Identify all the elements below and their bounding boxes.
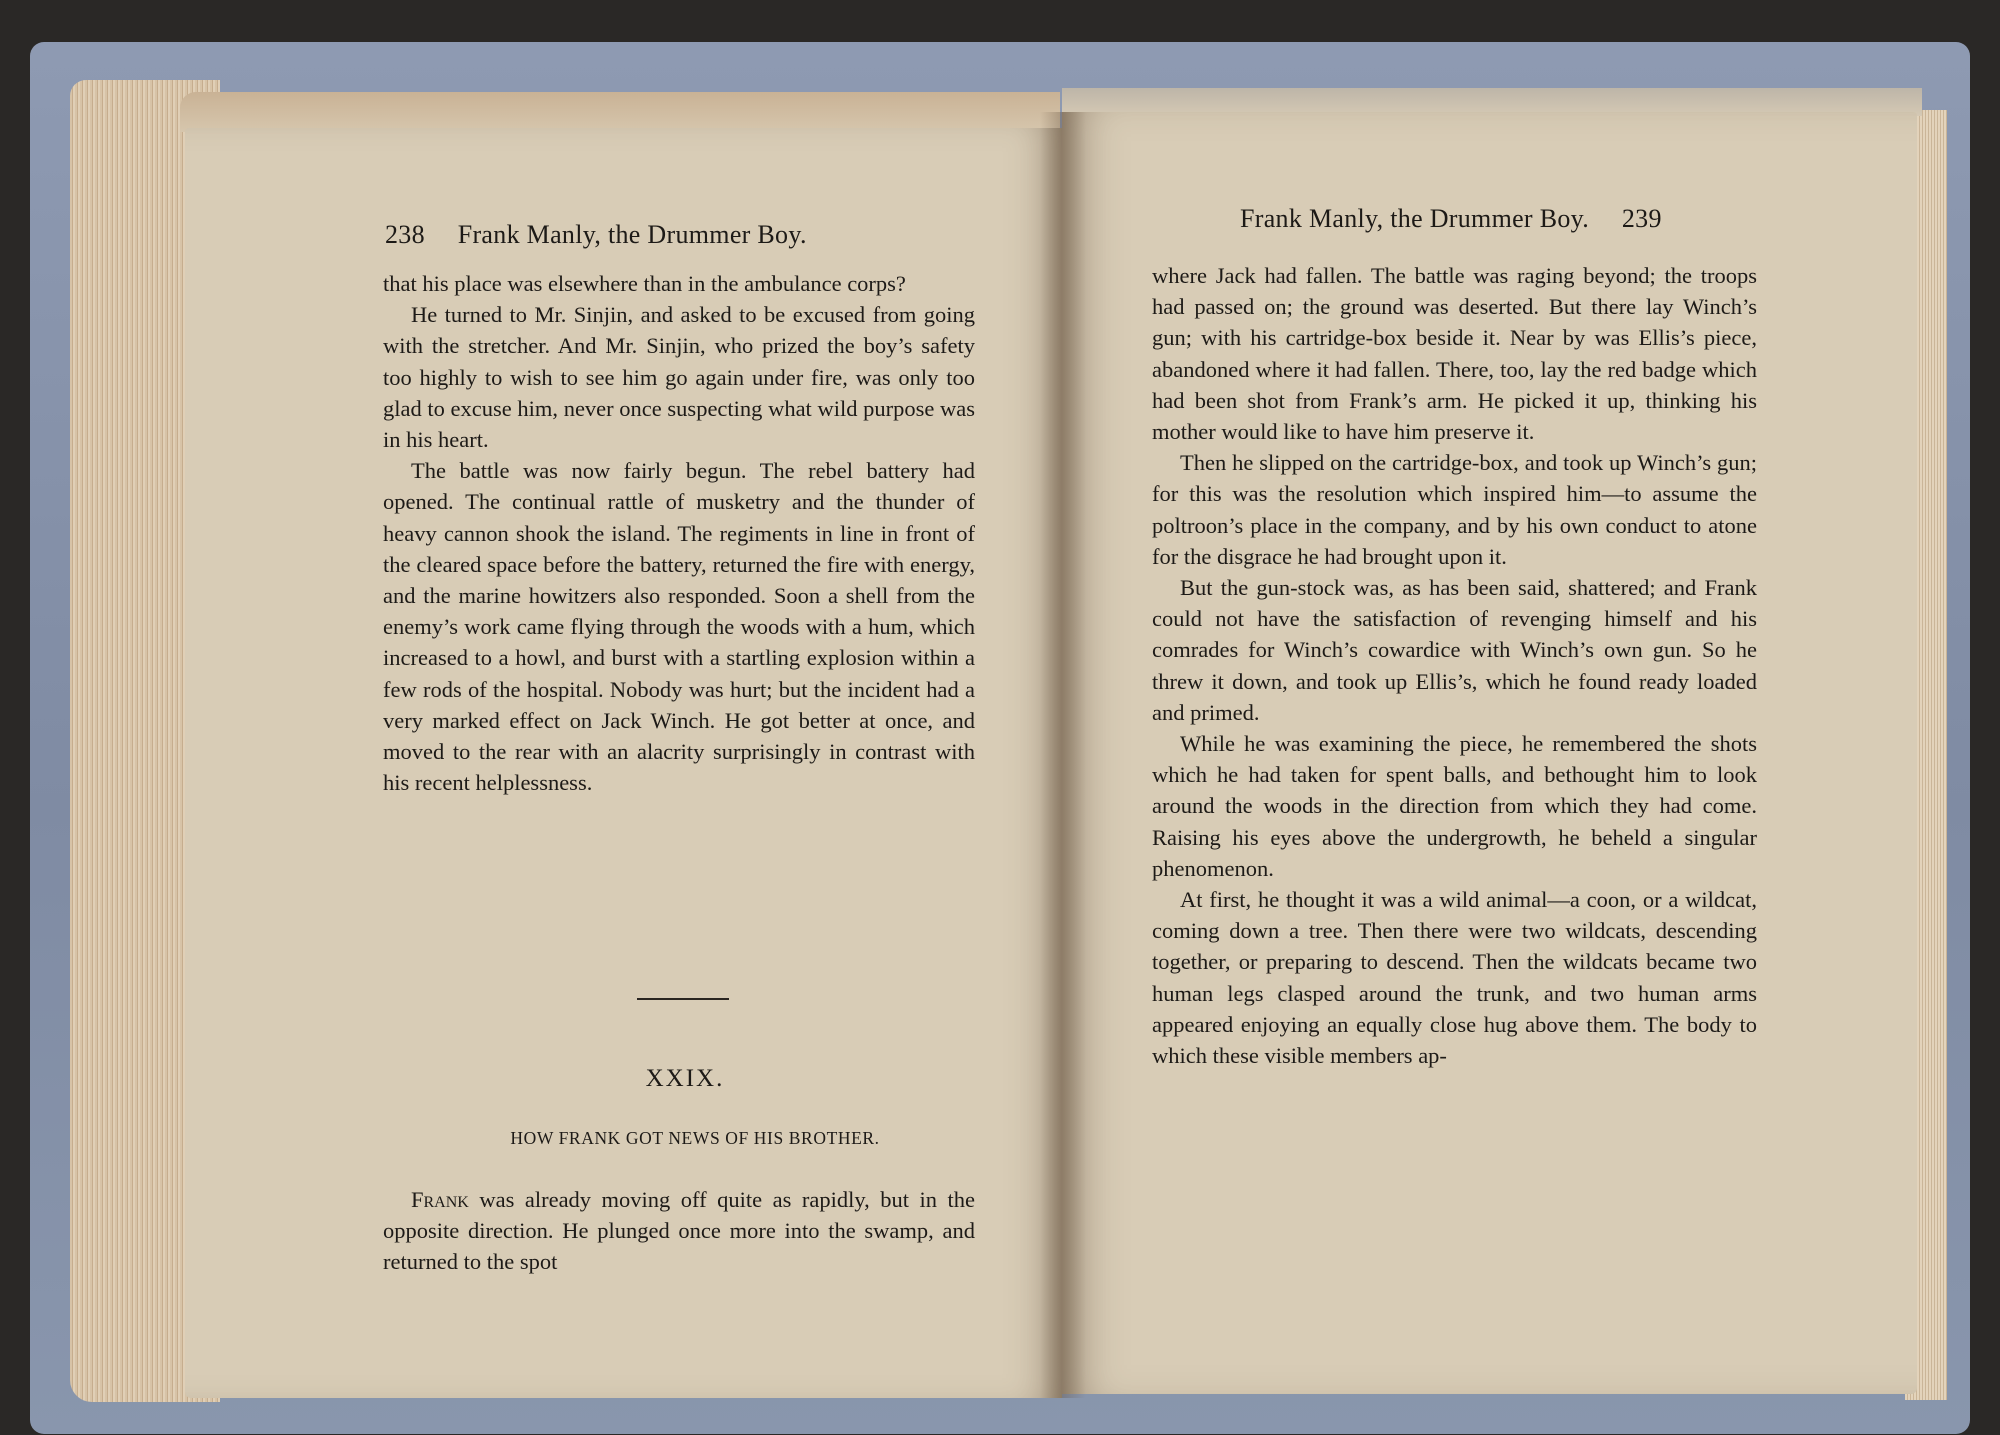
paragraph: Then he slipped on the cartridge-box, and took up Winch’s gun; for this was the resolution which inspired him—to assume the poltroon’s place in the company, and by his own conduct to atone for the disgrace he had brought upon it. bbox=[1152, 450, 1757, 569]
page-block-top-left bbox=[180, 92, 1060, 132]
left-running-head-title: Frank Manly, the Drummer Boy. bbox=[457, 220, 807, 249]
paragraph: He turned to Mr. Sinjin, and asked to be excused from going with the stretcher. And Mr. Sinjin, who prized the boy’s safety too highly to wish to see him go again under fire, was only too glad to excuse him, never once suspecting what wild purpose was in his heart. bbox=[383, 302, 975, 453]
paragraph: where Jack had fallen. The battle was raging beyond; the troops had passed on; the ground was deserted. But there lay Winch’s gun; with his cartridge-box beside it. Near by was Ellis’s piece, abandoned where it had fallen. There, too, lay the red badge which had been shot from Frank’s arm. He picked it up, thinking his mother would like to have him preserve it. bbox=[1152, 263, 1757, 445]
paragraph: that his place was elsewhere than in the ambulance corps? bbox=[383, 271, 906, 296]
book-gutter bbox=[1040, 112, 1086, 1398]
right-page-number: 239 bbox=[1621, 204, 1662, 233]
left-page bbox=[185, 128, 1062, 1398]
right-running-head-title: Frank Manly, the Drummer Boy. bbox=[1240, 204, 1590, 233]
right-page bbox=[1062, 112, 1917, 1394]
right-body-text bbox=[1152, 260, 1757, 1071]
paragraph bbox=[383, 1184, 975, 1278]
left-page-number: 238 bbox=[385, 220, 425, 249]
right-running-head bbox=[1240, 204, 1820, 234]
paragraph: At first, he thought it was a wild animal—a coon, or a wildcat, coming down a tree. Then there were two wildcats, descending together, or preparing to descend. Then the wildcats became two human legs clasped around the trunk, and two human arms appeared enjoying an equally close hug above them. The body to which these visible members ap- bbox=[1152, 887, 1757, 1069]
paragraph: The battle was now fairly begun. The rebel battery had opened. The continual rattle of musketry and the thunder of heavy cannon shook the island. The regiments in line in front of the cleared space before the battery, returned the fire with energy, and the marine howitzers also responded. Soon a shell from the enemy’s work came flying through the woods with a hum, which increased to a howl, and burst with a startling explosion within a few rods of the hospital. Nobody was hurt; but the incident had a very marked effect on Jack Winch. He got better at once, and moved to the rear with an alacrity surprisingly in contrast with his recent helplessness. bbox=[383, 458, 975, 796]
left-body-text bbox=[383, 268, 975, 798]
chapter-number: XXIX. bbox=[645, 1065, 725, 1092]
paragraph: While he was examining the piece, he remembered the shots which he had taken for spent balls, and bethought him to look around the woods in the direction from which they had come. Raising his eyes above the undergrowth, he beheld a singular phenomenon. bbox=[1152, 731, 1757, 881]
chapter-first-word: Frank bbox=[411, 1187, 469, 1212]
chapter-title: HOW FRANK GOT NEWS OF HIS BROTHER. bbox=[510, 1128, 880, 1148]
paragraph: But the gun-stock was, as has been said, shattered; and Frank could not have the satisfaction of revenging himself and his comrades for Winch’s cowardice with Winch’s own gun. So he threw it down, and took up Ellis’s, which he found ready loaded and primed. bbox=[1152, 575, 1757, 725]
section-divider bbox=[637, 998, 729, 1000]
chapter-paragraph: was already moving off quite as rapidly, but in the opposite direction. He plunged once more into the swamp, and returned to the spot bbox=[383, 1187, 975, 1275]
chapter-opening-text bbox=[383, 1184, 975, 1278]
left-running-head bbox=[385, 220, 945, 250]
